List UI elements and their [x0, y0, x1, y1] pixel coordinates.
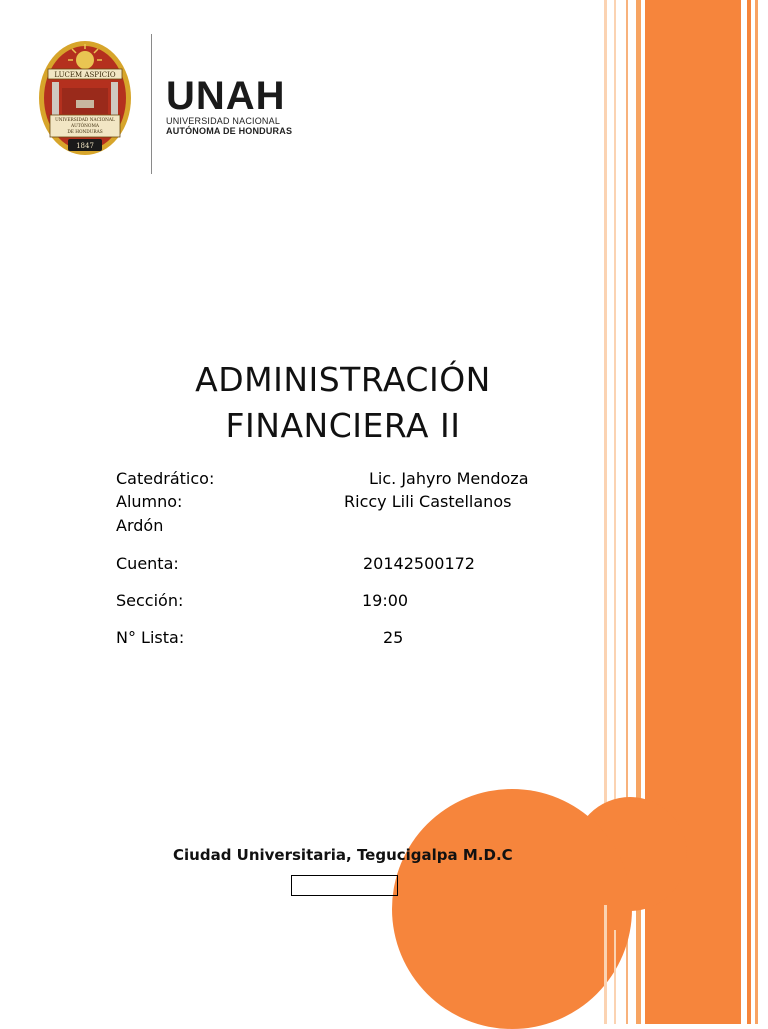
lista-label: N° Lista: [116, 628, 185, 647]
decor-circle-large [392, 789, 632, 1029]
title-line1: ADMINISTRACIÓN [195, 360, 491, 399]
svg-text:LUCEM ASPICIO: LUCEM ASPICIO [54, 71, 116, 79]
svg-text:DE HONDURAS: DE HONDURAS [67, 130, 103, 135]
brand-line1: UNIVERSIDAD NACIONAL [166, 116, 281, 126]
decor-circle-stripe-2 [614, 930, 616, 1024]
svg-text:1847: 1847 [76, 142, 94, 150]
seccion-label: Sección: [116, 591, 184, 610]
cuenta-value: 20142500172 [363, 554, 475, 573]
alumno-value-cont: Ardón [116, 516, 164, 535]
svg-text:UNIVERSIDAD NACIONAL: UNIVERSIDAD NACIONAL [55, 118, 115, 123]
decor-stripe-6 [755, 0, 758, 1024]
svg-text:AUTÓNOMA: AUTÓNOMA [71, 124, 99, 129]
catedratico-label: Catedrático: [116, 469, 215, 488]
brand-name: UNAH [166, 74, 286, 118]
empty-text-box[interactable] [291, 875, 398, 896]
catedratico-value: Lic. Jahyro Mendoza [369, 469, 529, 488]
seccion-value: 19:00 [362, 591, 409, 610]
header-divider [151, 34, 152, 174]
decor-circle-stripe-1 [604, 905, 607, 1024]
alumno-label: Alumno: [116, 492, 183, 511]
unah-seal-icon [38, 40, 132, 156]
decor-stripe-5 [747, 0, 751, 1024]
cuenta-label: Cuenta: [116, 554, 179, 573]
unah-brand [166, 76, 292, 136]
lista-value: 25 [383, 628, 404, 647]
title-line2: FINANCIERA II [225, 406, 461, 445]
alumno-value: Riccy Lili Castellanos [344, 492, 512, 511]
brand-line2: AUTÓNOMA DE HONDURAS [166, 126, 293, 136]
city-text: Ciudad Universitaria, Tegucigalpa M.D.C [173, 846, 513, 864]
